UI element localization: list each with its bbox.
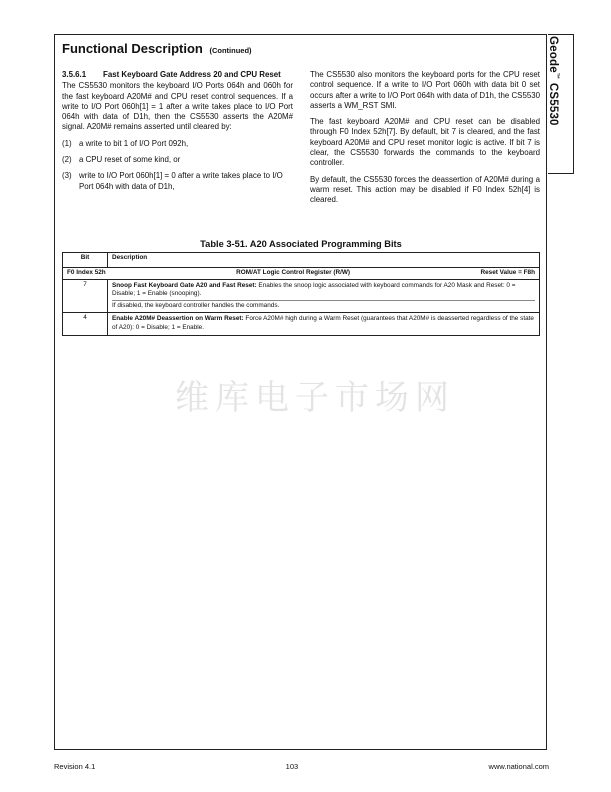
page-heading bbox=[62, 41, 252, 56]
register-row bbox=[63, 268, 540, 280]
section-heading bbox=[62, 70, 293, 80]
heading-suffix: (Continued) bbox=[209, 46, 252, 55]
register-name: ROM/AT Logic Control Register (R/W) bbox=[236, 269, 351, 276]
table-title: Table 3-51. A20 Associated Programming Bits bbox=[200, 239, 402, 249]
side-tab-label: Geode™ CS5530 bbox=[547, 36, 560, 126]
section-number: 3.5.6.1 bbox=[62, 70, 87, 79]
left-column bbox=[62, 70, 293, 198]
table-header-row bbox=[63, 253, 540, 268]
register-index: F0 Index 52h bbox=[67, 269, 106, 276]
footer-revision: Revision 4.1 bbox=[54, 762, 96, 771]
register-reset-value: Reset Value = F8h bbox=[480, 269, 535, 276]
left-paragraph: The CS5530 monitors the keyboard I/O Ports 064h and 060h for the fast keyboard A20M# and CPU reset control sequences. If a write to I/O Port 060h[1] = 1 after a write takes place to I/O Port 064h with data of D1h, then the CS5530 asserts the A20M# signal. A20M# remains asserted until cleared by: bbox=[62, 81, 293, 132]
right-paragraph: The CS5530 also monitors the keyboard ports for the CPU reset control sequence. If a write to I/O Port 060h with data bit 0 set occurs after a write to I/O Port 064h with data of D1h, the CS5530 asserts a WM_RST SMI. bbox=[310, 70, 540, 110]
heading-title: Functional Description bbox=[62, 41, 203, 56]
table-row bbox=[63, 279, 540, 313]
right-paragraph: The fast keyboard A20M# and CPU reset can be disabled through F0 Index 52h[7]. By default, bit 7 is cleared, and the fast keyboard A20M# and CPU reset monitor logic is active. If bit 7 is clear, the CS5530 forwards the commands to the keyboard controller. bbox=[310, 117, 540, 168]
table-row bbox=[63, 313, 540, 335]
section-title: Fast Keyboard Gate Address 20 and CPU Reset bbox=[103, 70, 281, 79]
bit-number: 7 bbox=[63, 279, 108, 313]
list-item: (3) write to I/O Port 060h[1] = 0 after a write takes place to I/O Port 064h with data of D1h, bbox=[62, 171, 283, 191]
footer-page-number: 103 bbox=[285, 762, 299, 771]
footer-url: www.national.com bbox=[488, 762, 549, 771]
watermark: 维库电子市场网 bbox=[175, 378, 455, 418]
right-paragraph: By default, the CS5530 forces the deassertion of A20M# during a warm reset. This action may be disabled if F0 Index 52h[4] is cleared. bbox=[310, 174, 540, 205]
right-column bbox=[310, 70, 540, 212]
bit-description: Snoop Fast Keyboard Gate A20 and Fast Reset: Enables the snoop logic associated with keyboard commands for A20 Mask and Reset: 0 = Disable; 1 = Enable (snooping). If disabled, the keyboard controller handles the commands. bbox=[108, 279, 540, 313]
header-description: Description bbox=[108, 253, 540, 268]
list-item: (1) a write to bit 1 of I/O Port 092h, bbox=[62, 138, 189, 148]
bit-number: 4 bbox=[63, 313, 108, 335]
header-bit: Bit bbox=[63, 253, 108, 268]
page-footer bbox=[54, 762, 549, 771]
programming-bits-table bbox=[62, 252, 540, 336]
list-item: (2) a CPU reset of some kind, or bbox=[62, 155, 181, 165]
bit-description: Enable A20M# Deassertion on Warm Reset: Force A20M# high during a Warm Reset (guarantees that A20M# is deasserted regardless of the state of A20): 0 = Disable; 1 = Enable. bbox=[108, 313, 540, 335]
bit-note: If disabled, the keyboard controller handles the commands. bbox=[112, 300, 535, 312]
